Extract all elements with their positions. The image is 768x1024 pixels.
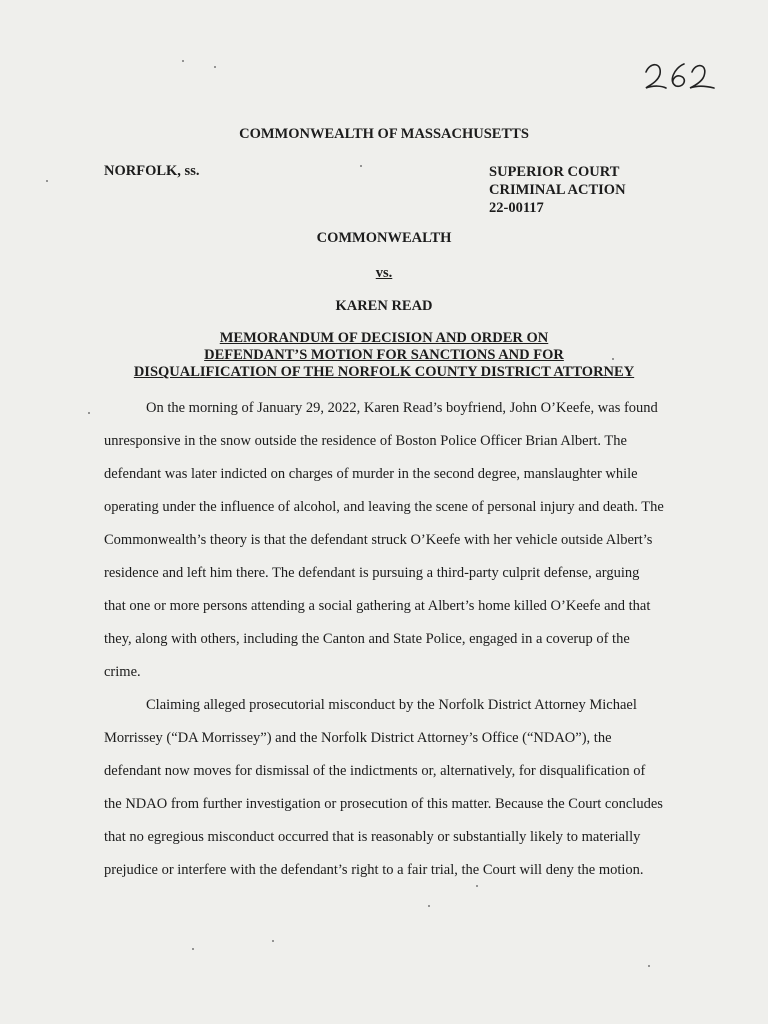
scan-speck [182, 60, 184, 62]
scan-speck [476, 885, 478, 887]
plaintiff-name: COMMONWEALTH [316, 230, 452, 246]
court-title: COMMONWEALTH OF MASSACHUSETTS [239, 126, 529, 142]
paragraph-2: Claiming alleged prosecutorial misconduct by the Norfolk District Attorney Michael Morrissey (“DA Morrissey”) and the Norfolk District Attorney’s Office (“NDAO”), the defendant now moves for dismissal of the indictments or, alternatively, for disqualification of the NDAO from further investigation or prosecution of this matter. Because the Court concludes that no egregious misconduct occurred that is reasonably or substantially likely to materially prejudice or interfere with the defendant’s right to a fair trial, the Court will deny the motion. [104, 697, 663, 878]
defendant-name: KAREN READ [335, 298, 433, 314]
court-block [489, 163, 626, 217]
memo-title-line-1: MEMORANDUM OF DECISION AND ORDER ON [219, 330, 549, 346]
court-name: SUPERIOR COURT [489, 164, 620, 180]
county-label: NORFOLK, ss. [104, 163, 200, 179]
scan-speck [612, 358, 614, 360]
scan-speck [428, 905, 430, 907]
memo-title-line-3: DISQUALIFICATION OF THE NORFOLK COUNTY DISTRICT ATTORNEY [133, 364, 635, 380]
handwritten-262-mark [640, 52, 720, 96]
paragraph-1: On the morning of January 29, 2022, Karen Read’s boyfriend, John O’Keefe, was found unresponsive in the snow outside the residence of Boston Police Officer Brian Albert. The defendant was later indicted on charges of murder in the second degree, manslaughter while operating under the influence of alcohol, and leaving the scene of personal injury and death. The Commonwealth’s theory is that the defendant struck O’Keefe with her vehicle outside Albert’s residence and left him there. The defendant is pursuing a third-party culprit defense, arguing that one or more persons attending a social gathering at Albert’s home killed O’Keefe and that they, along with others, including the Canton and State Police, engaged in a coverup of the crime. [104, 400, 664, 680]
scan-speck [46, 180, 48, 182]
versus-label: vs. [375, 265, 393, 281]
scan-speck [192, 948, 194, 950]
scan-speck [648, 965, 650, 967]
handwritten-page-number [640, 52, 720, 96]
docket-number: 22-00117 [489, 200, 544, 216]
scan-speck [272, 940, 274, 942]
action-type: CRIMINAL ACTION [489, 182, 626, 198]
scan-speck [214, 66, 216, 68]
memorandum-body [104, 392, 664, 887]
memorandum-title [0, 330, 768, 381]
scan-speck [360, 165, 362, 167]
memo-title-line-2: DEFENDANT’S MOTION FOR SANCTIONS AND FOR [204, 347, 564, 363]
scan-speck [88, 412, 90, 414]
